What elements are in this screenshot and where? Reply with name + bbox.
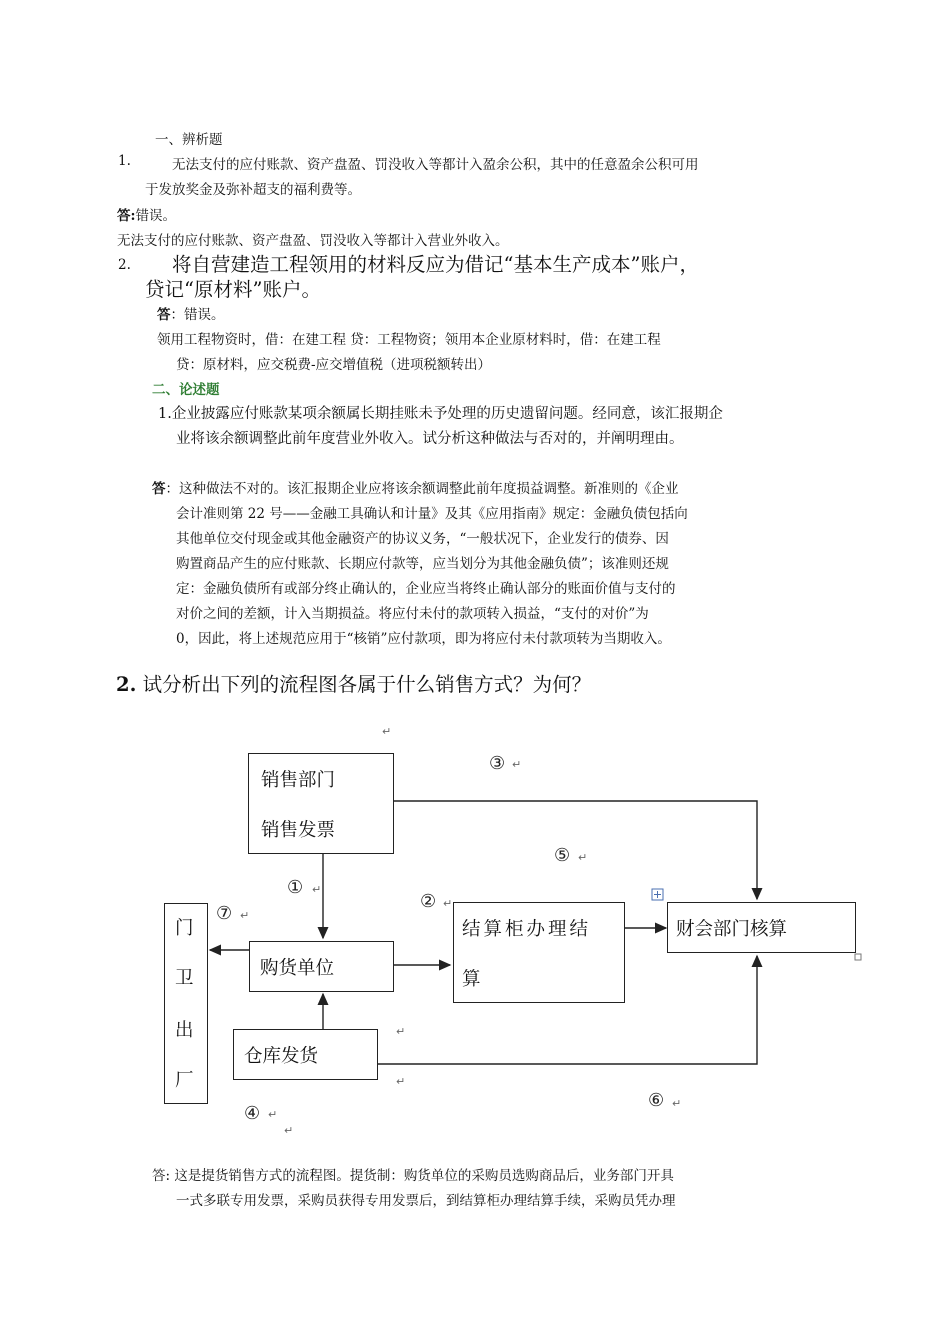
settlement-label-line1: 结算柜办理结	[462, 919, 592, 940]
section1-heading: 一、辨析题	[155, 132, 223, 148]
section2-heading: 二、论述题	[152, 382, 220, 398]
para-mark: ↵	[240, 909, 250, 922]
marker-6: ⑥	[648, 1090, 665, 1111]
resize-handle-icon	[855, 954, 861, 960]
box-gate-exit	[164, 903, 208, 1104]
q1-line2: 于发放奖金及弥补超支的福利费等。	[145, 182, 361, 198]
essay-answer-line-6: 0，因此，将上述规范应用于“核销”应付款项，即为将应付未付款项转为当期收入。	[176, 631, 671, 647]
para-mark: ↵	[396, 1025, 406, 1038]
box-sales-dept	[248, 753, 394, 854]
marker-5: ⑤	[554, 845, 571, 866]
essay-q2-text: 试分析出下列的流程图各属于什么销售方式？为何？	[142, 673, 592, 696]
essay-answer-line-1: 会计准则第 22 号——金融工具确认和计量》及其《应用指南》规定：金融负债包括向	[176, 506, 688, 522]
para-mark: ↵	[312, 883, 322, 896]
para-mark: ↵	[443, 897, 453, 910]
accounting-label: 财会部门核算	[676, 919, 788, 940]
q1-answer-label: 答:	[117, 208, 136, 224]
arrow-sales-to-accounting	[392, 801, 757, 899]
q1-number: 1.	[118, 153, 131, 169]
box-warehouse	[233, 1029, 378, 1080]
settlement-label-line2: 算	[462, 969, 481, 990]
para-mark: ↵	[672, 1097, 682, 1110]
q2-number: 2.	[118, 257, 131, 273]
box-accounting	[667, 902, 856, 953]
q2-answer-label: 答	[157, 307, 171, 323]
q2-line1: 将自营建造工程领用的材料反应为借记“基本生产成本”账户，	[172, 253, 699, 276]
essay-answer-label: 答	[152, 481, 166, 497]
q2-line2: 贷记“原材料”账户。	[145, 278, 321, 301]
para-mark: ↵	[382, 725, 392, 738]
final-answer-line2: 一式多联专用发票，采购员获得专用发票后，到结算柜办理结算手续，采购员凭办理	[176, 1193, 676, 1209]
q2-answer-text: ：错误。	[170, 307, 225, 323]
q1-explanation: 无法支付的应付账款、资产盘盈、罚没收入等都计入营业外收入。	[117, 233, 509, 249]
para-mark: ↵	[396, 1075, 406, 1088]
buyer-label: 购货单位	[260, 958, 335, 979]
para-mark: ↵	[512, 758, 522, 771]
essay-answer-line-2: 其他单位交付现金或其他金融资产的协议义务，“一般状况下，企业发行的债券、因	[176, 531, 669, 547]
para-mark: ↵	[268, 1108, 278, 1121]
warehouse-label: 仓库发货	[244, 1046, 319, 1067]
essay-q2-number: 2.	[116, 673, 137, 696]
gate-char-4: 厂	[175, 1070, 194, 1091]
gate-char-2: 卫	[175, 968, 194, 989]
gate-char-3: 出	[175, 1020, 194, 1041]
box-buyer	[249, 941, 394, 992]
essay-answer-line-3: 购置商品产生的应付账款、长期应付款等，应当划分为其他金融负债”；该准则还规	[176, 556, 669, 572]
q2-explanation-2: 贷：原材料，应交税费-应交增值税（进项税额转出）	[176, 357, 492, 373]
marker-1: ①	[287, 877, 304, 898]
marker-7: ⑦	[216, 903, 233, 924]
sales-invoice-label: 销售发票	[261, 820, 336, 841]
final-answer-line1: 答: 这是提货销售方式的流程图。提货制：购货单位的采购员选购商品后，业务部门开具	[152, 1168, 674, 1184]
para-mark: ↵	[578, 851, 588, 864]
q1-line1: 无法支付的应付账款、资产盘盈、罚没收入等都计入盈余公积，其中的任意盈余公积可用	[172, 157, 699, 173]
box-settlement	[453, 902, 625, 1003]
gate-char-1: 门	[175, 918, 194, 939]
sales-dept-label: 销售部门	[261, 770, 336, 791]
marker-2: ②	[420, 891, 437, 912]
marker-4: ④	[244, 1103, 261, 1124]
q2-explanation-1: 领用工程物资时，借：在建工程 贷：工程物资；领用本企业原材料时，借：在建工程	[157, 332, 661, 348]
essay-answer-line-5: 对价之间的差额，计入当期损益。将应付未付的款项转入损益，“支付的对价”为	[176, 606, 649, 622]
q1-answer-text: 错误。	[135, 208, 176, 224]
essay-answer-line-4: 定：金融负债所有或部分终止确认的，企业应当将终止确认部分的账面价值与支付的	[176, 581, 676, 597]
marker-3: ③	[489, 753, 506, 774]
essay-q1-line1: 1.企业披露应付账款某项余额属长期挂账未予处理的历史遗留问题。经同意，该汇报期企	[158, 406, 723, 422]
essay-q1-line2: 业将该余额调整此前年度营业外收入。试分析这种做法与否对的，并阐明理由。	[176, 431, 684, 447]
essay-answer-text-0: ：这种做法不对的。该汇报期企业应将该余额调整此前年度损益调整。新准则的《企业	[165, 481, 679, 497]
para-mark: ↵	[284, 1124, 294, 1137]
